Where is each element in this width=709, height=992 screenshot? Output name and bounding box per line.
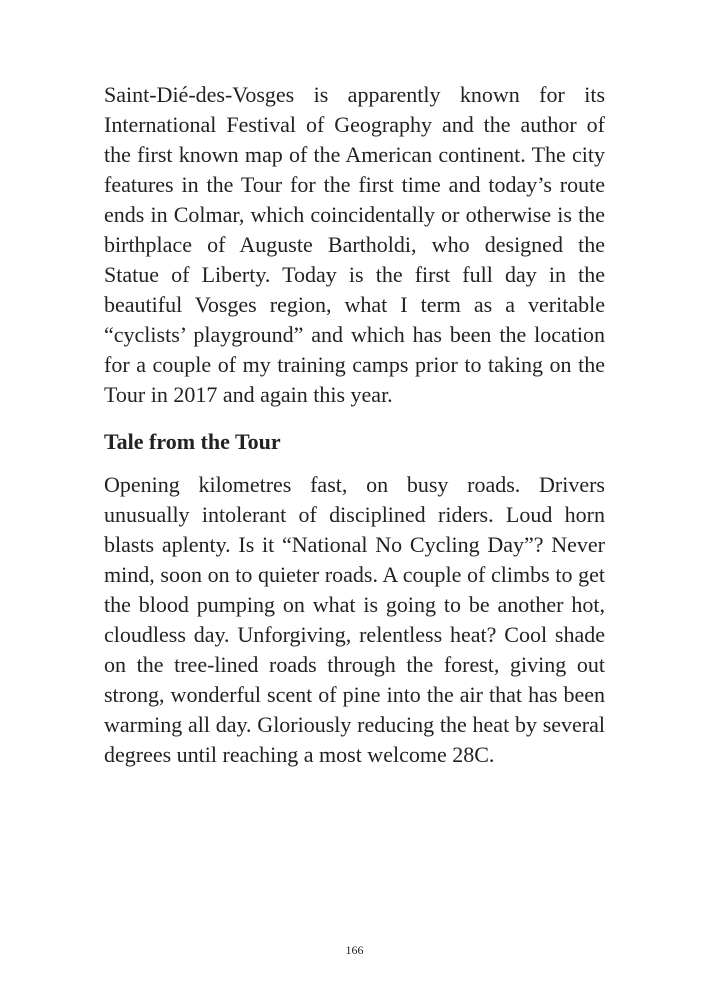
page-body	[104, 80, 605, 770]
paragraph-intro: Saint-Dié-des-Vosges is apparently known for its International Festival of Geography and the author of the first known map of the American continent. The city features in the Tour for the first time and today’s route ends in Colmar, which coincidentally or otherwise is the birthplace of Auguste Bartholdi, who designed the Statue of Liberty. Today is the first full day in the beautiful Vosges region, what I term as a veritable “cyclists’ playground” and which has been the location for a couple of my training camps prior to taking on the Tour in 2017 and again this year.	[104, 82, 605, 407]
page-number: 166	[345, 943, 364, 957]
section-heading: Tale from the Tour	[104, 429, 281, 454]
paragraph-tale: Opening kilometres fast, on busy roads. Drivers unusually intolerant of disciplined riders. Loud horn blasts aplenty. Is it “National No Cycling Day”? Never mind, soon on to quieter roads. A couple of climbs to get the blood pumping on what is going to be another hot, cloudless day. Unforgiving, relentless heat? Cool shade on the tree-lined roads through the forest, giving out strong, wonderful scent of pine into the air that has been warming all day. Gloriously reducing the heat by several degrees until reaching a most welcome 28C.	[104, 472, 605, 767]
